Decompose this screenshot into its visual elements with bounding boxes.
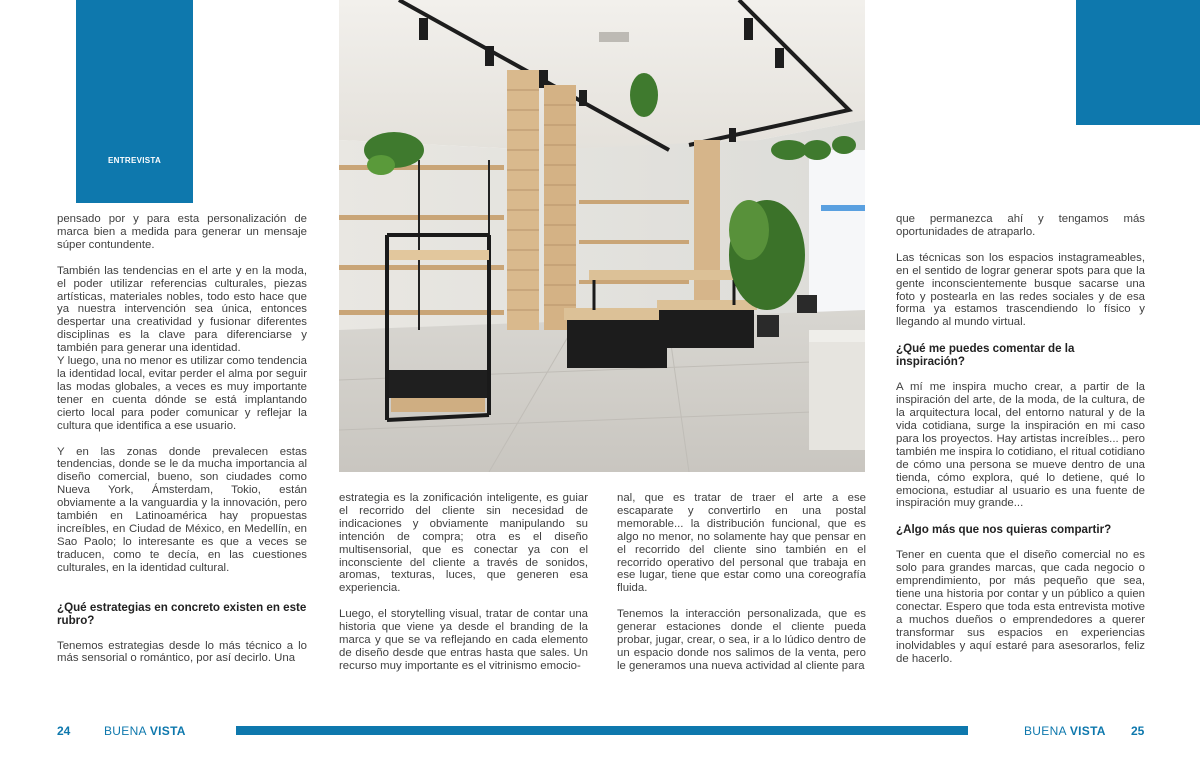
paragraph: Tenemos estrategias desde lo más técnico a lo más sensorial o romántico, por así decirlo. Una — [57, 639, 307, 665]
interview-question: ¿Algo más que nos quieras compartir? — [896, 523, 1112, 537]
magazine-name-part-bold: VISTA — [1069, 724, 1106, 738]
paragraph: También las tendencias en el arte y en la moda, el poder utilizar referencias culturales, piezas artísticas, materiales nobles, todo esto hace que ya nuestra intervención sea única, entonces despertar una creatividad y fusionar diferentes disciplinas es la clave para diferenciarse y también para generar una identidad. — [57, 264, 307, 355]
paragraph: Las técnicas son los espacios instagrameables, en el sentido de lograr generar spots para que la gente inconscientemente busque sacarse una foto y postearla en las redes sociales y de esa forma ya estamos trascendiendo lo físico y llegando al mundo virtual. — [896, 251, 1145, 329]
paragraph: que permanezca ahí y tengamos más oportunidades de atraparlo. — [896, 213, 1145, 238]
magazine-name-left — [104, 724, 186, 738]
text-column-4 — [896, 213, 1145, 678]
page-number-left: 24 — [57, 724, 71, 738]
footer-rule — [236, 726, 968, 735]
magazine-name-part: BUENA — [104, 724, 147, 738]
paragraph: Y en las zonas donde prevalecen estas tendencias, donde se le da mucha importancia al diseño comercial, bueno, son ciudades como Nueva York, Ámsterdam, Tokio, están obviamente a la vanguardia y la innovación, pero también en Latinoamérica hay propuestas increíbles, en Ciudad de México, en Medellín, en Sao Paolo; lo interesante es que a veces se traducen, como te decía, en las cuestiones culturales, en la identidad cultural. — [57, 445, 307, 574]
paragraph: pensado por y para esta personalización de marca bien a medida para generar un mensaje súper contundente. — [57, 213, 307, 251]
paragraph: Luego, el storytelling visual, tratar de contar una historia que viene ya desde el branding de la marca y que se va reflejando en cada elemento de diseño desde que entras hasta que sales. Un recurso muy importante es el vitrinismo emocio- — [339, 608, 588, 672]
text-column-3 — [617, 492, 866, 686]
paragraph: Tener en cuenta que el diseño comercial no es solo para grandes marcas, que cada negocio o emprendimiento, por más pequeño que sea, tiene una historia por contar y un público a quien conectar. Espero que toda esta entrevista motive a muchos dueños o emprendedores a querer transformar sus espacios en experiencias inolvidables y aquí estaré para asesorarlos, feliz de hacerlo. — [896, 549, 1145, 665]
magazine-name-right — [1024, 724, 1106, 738]
header-color-block-right — [1076, 0, 1200, 125]
page-number-right: 25 — [1131, 724, 1145, 738]
magazine-name-part: BUENA — [1024, 724, 1067, 738]
magazine-name-part-bold: VISTA — [149, 724, 186, 738]
paragraph: nal, que es tratar de traer el arte a ese escaparate y convertirlo en una postal memorable... la distribución funcional, que es algo no menor, no solamente hay que pensar en el recorrido del cliente sino también en el recorrido operativo del personal que trabaja en ese lugar, tiene que estar como una coreografía fluida. — [617, 492, 866, 595]
paragraph: estrategia es la zonificación inteligente, es guiar el recorrido del cliente sin necesidad de indicaciones y obviamente manipulando su intención de compra; otra es el diseño multisensorial, que es conectar ya con el inconsciente del cliente a través de sonidos, aromas, texturas, luces, que generen esa experiencia. — [339, 492, 588, 595]
store-interior-illustration — [339, 0, 865, 472]
interview-question: ¿Qué estrategias en concreto existen en este rubro? — [57, 600, 307, 627]
paragraph: Tenemos la interacción personalizada, que es generar estaciones donde el cliente pueda probar, jugar, crear, o sea, ir a lo lúdico dentro de un espacio donde nos salimos de la venta, pero le generamos una nueva actividad al cliente para — [617, 608, 866, 672]
section-label: ENTREVISTA — [108, 156, 162, 165]
paragraph: A mí me inspira mucho crear, a partir de la inspiración del arte, de la moda, de la cultura, de la arquitectura local, del entorno natural y de la vida cotidiana, surge la inspiración en mi caso para los proyectos. Hay artistas increíbles... pero también me inspira lo cotidiano, el ritual cotidiano de cómo una persona se mueve dentro de una tienda, cómo explora, qué lo detiene, qué lo emociona, estudiar al usuario es una fuente de inspiración muy grande... — [896, 381, 1145, 510]
text-column-2 — [339, 492, 588, 686]
paragraph: Y luego, una no menor es utilizar como tendencia la identidad local, evitar perder el alma por seguir las modas globales, a veces es muy importante tener en cuenta dónde se está implantando cierto local para poder comunicar y reflejar la cultura que identifica a ese usuario. — [57, 355, 307, 432]
text-column-1 — [57, 213, 307, 678]
header-color-block-left — [76, 0, 193, 203]
interview-question: ¿Qué me puedes comentar de la inspiración? — [896, 342, 1075, 369]
store-interior-photo — [339, 0, 865, 472]
